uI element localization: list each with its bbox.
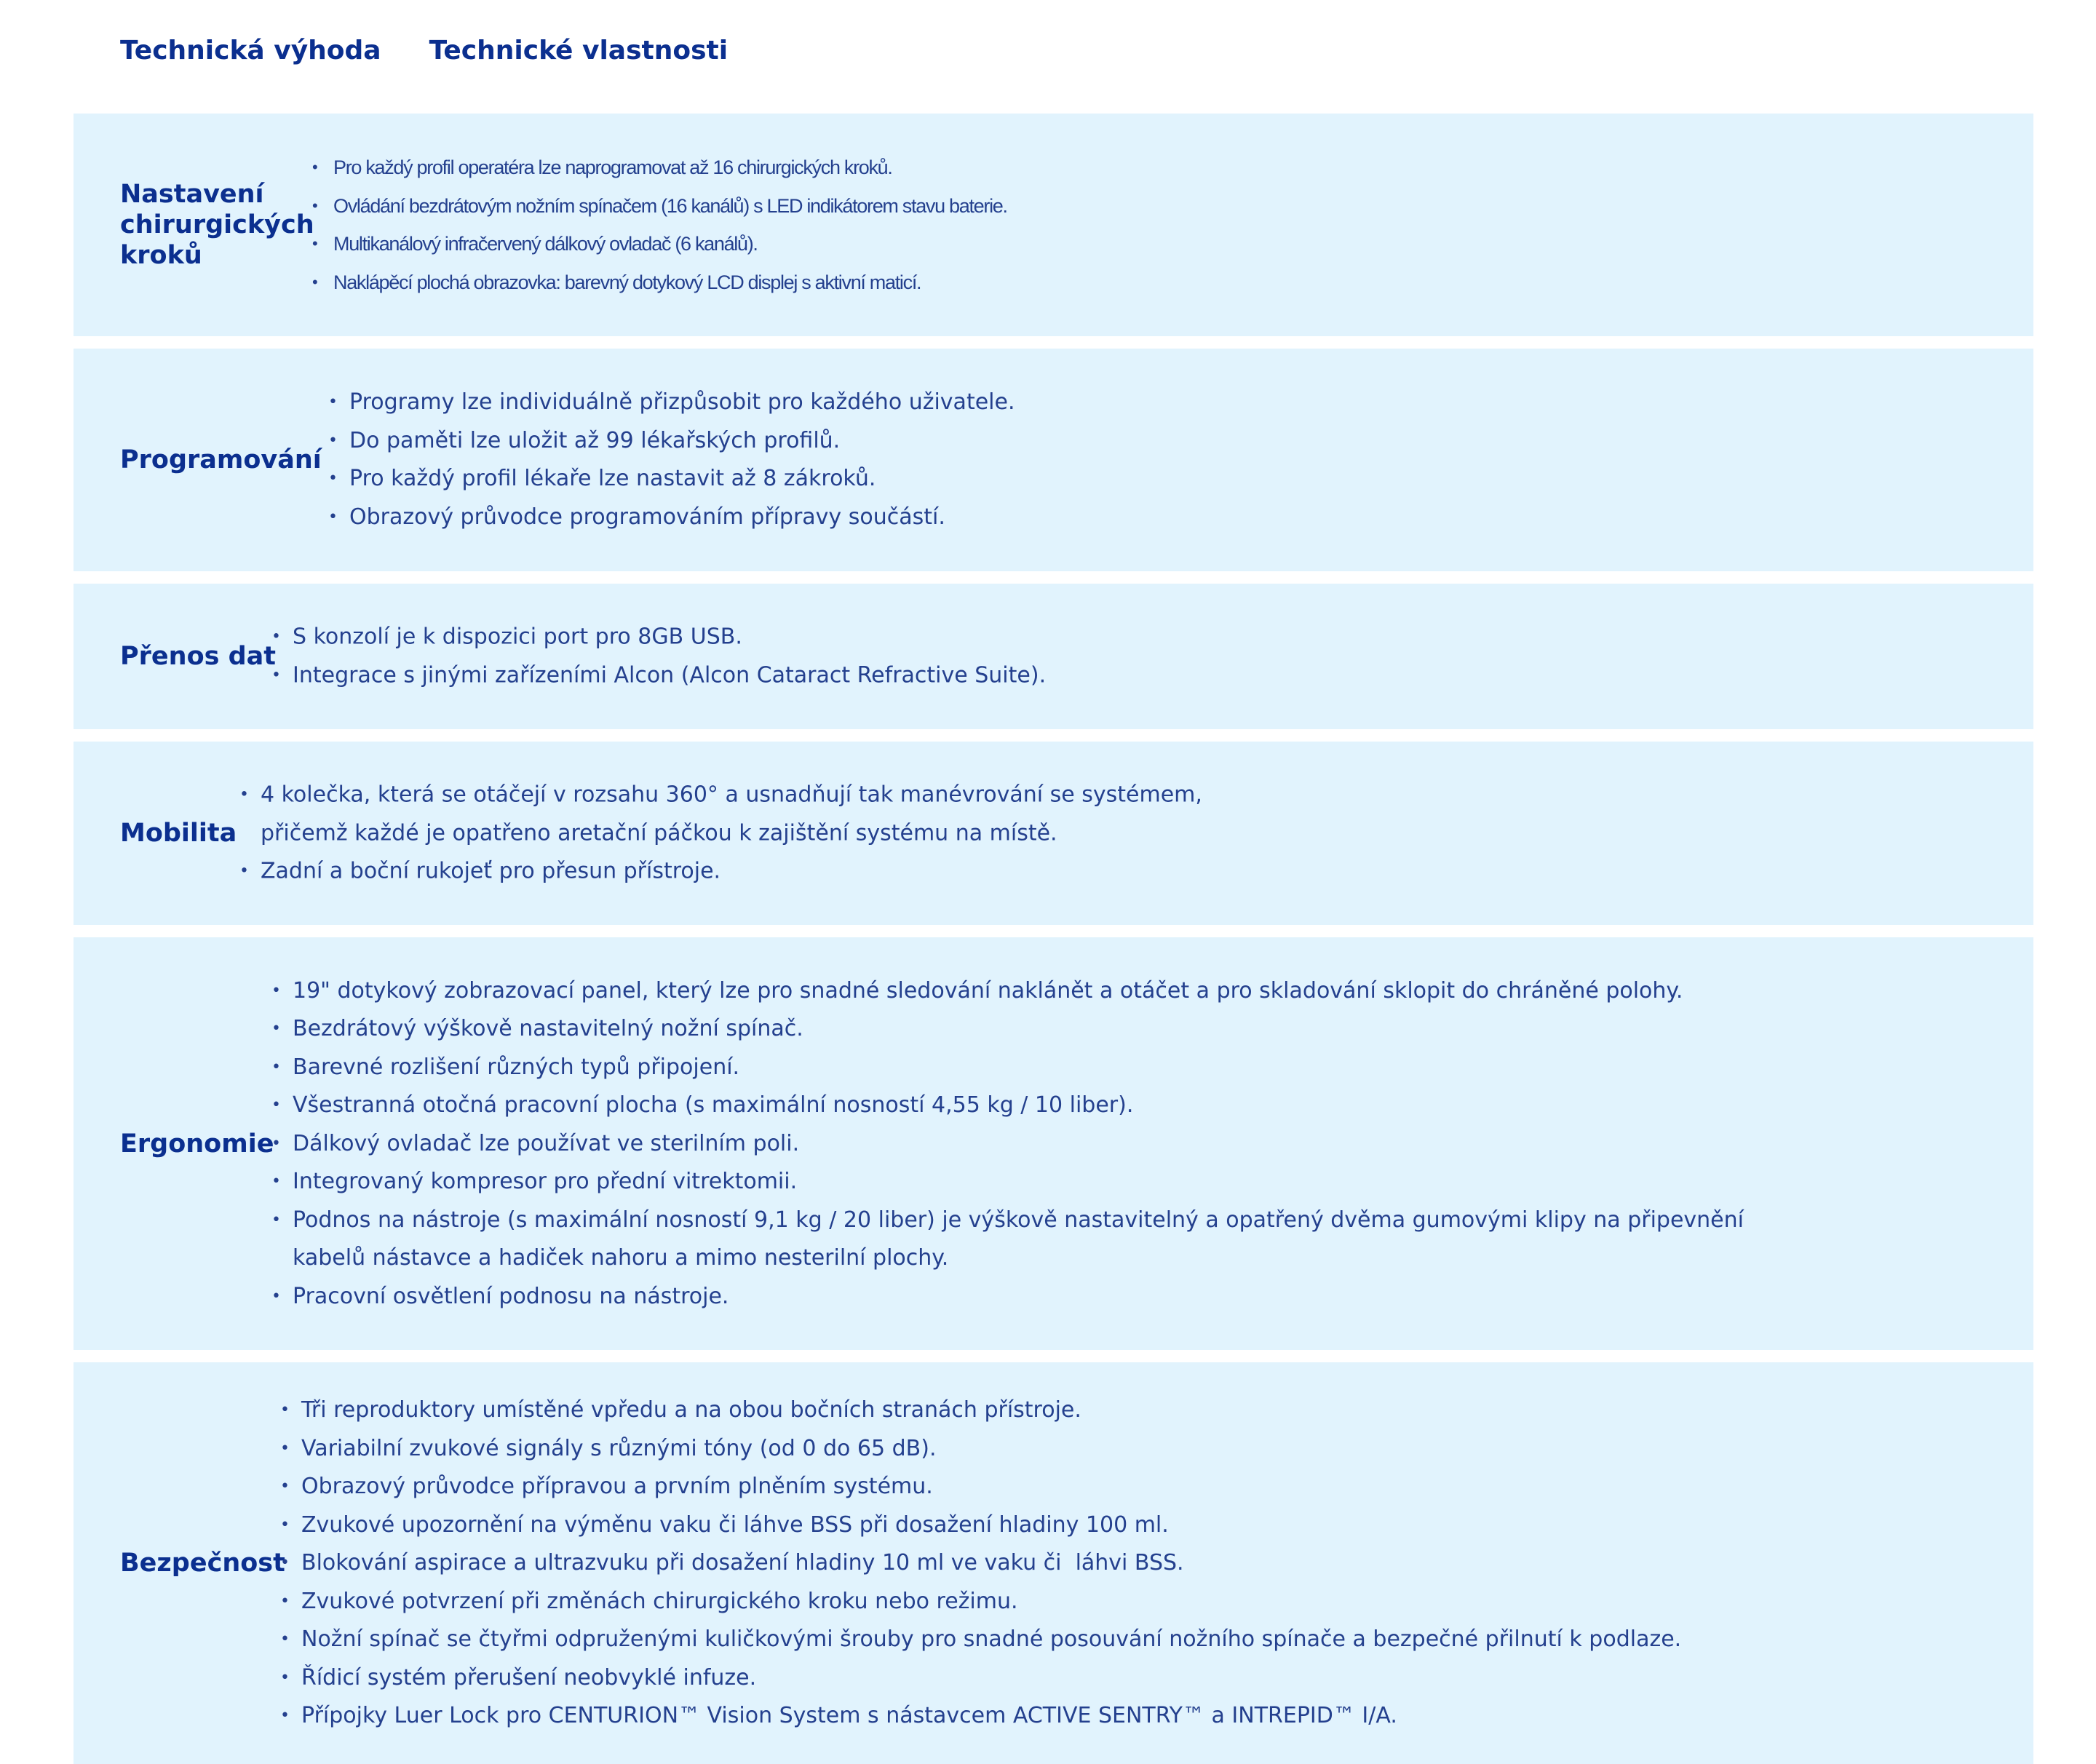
list-item: • Integrace s jinými zařízeními Alcon (Alcon Cataract Refractive Suite). (271, 656, 1046, 695)
feature-list (239, 776, 1202, 891)
tab-bar (120, 29, 728, 73)
section-ergonomics (74, 937, 2033, 1350)
list-item: • Integrovaný kompresor pro přední vitrektomii. (271, 1163, 1744, 1201)
feature-list (328, 384, 1015, 536)
feature-list (312, 148, 1007, 301)
list-item: • Dálkový ovladač lze používat ve sterilním poli. (271, 1124, 1744, 1163)
list-item: • Ovládání bezdrátovým nožním spínačem (16 kanálů) s LED indikátorem stavu baterie. (312, 187, 1007, 226)
list-item: • Multikanálový infračervený dálkový ovladač (6 kanálů). (312, 225, 1007, 263)
list-item: • Všestranná otočná pracovní plocha (s maximální nosností 4,55 kg / 10 liber). (271, 1086, 1744, 1125)
list-item: • S konzolí je k dispozici port pro 8GB USB. (271, 619, 1046, 657)
section-programming (74, 349, 2033, 571)
feature-list (271, 972, 1744, 1316)
tab-technical-advantage[interactable]: Technická výhoda (120, 36, 381, 65)
feature-list (280, 1391, 1681, 1736)
section-title: Programování (120, 445, 322, 474)
section-title: Mobilita (120, 819, 237, 848)
section-surgical-steps (74, 114, 2033, 336)
list-item: • Přípojky Luer Lock pro CENTURION™ Vision System s nástavcem ACTIVE SENTRY™ a INTREPID™ I/A. (280, 1697, 1681, 1736)
section-title: Bezpečnost (120, 1549, 285, 1578)
list-item: • Zadní a boční rukojeť pro přesun přístroje. (239, 852, 1202, 891)
list-item: • Řídicí systém přerušení neobvyklé infuze. (280, 1658, 1681, 1697)
list-item: • Pro každý profil lékaře lze nastavit až 8 zákroků. (328, 460, 1015, 498)
section-data-transfer (74, 584, 2033, 729)
section-title: Přenos dat (120, 642, 277, 671)
list-item: • Bezdrátový výškově nastavitelný nožní spínač. (271, 1010, 1744, 1049)
section-title: Ergonomie (120, 1129, 274, 1159)
list-item: • Pracovní osvětlení podnosu na nástroje. (271, 1277, 1744, 1316)
list-item: • Zvukové upozornění na výměnu vaku či láhve BSS při dosažení hladiny 100 ml. (280, 1506, 1681, 1544)
section-title: Nastavení chirurgických kroků (120, 180, 314, 270)
list-item: • Programy lze individuálně přizpůsobit pro každého uživatele. (328, 384, 1015, 422)
list-item: • 4 kolečka, která se otáčejí v rozsahu 360° a usnadňují tak manévrování se systémem, přičemž každé je opatřeno aretační páčkou k zajištění systému na místě. (239, 776, 1202, 852)
feature-list (271, 619, 1046, 695)
list-item: • Obrazový průvodce přípravou a prvním plněním systému. (280, 1468, 1681, 1506)
list-item: • Tři reproduktory umístěné vpředu a na obou bočních stranách přístroje. (280, 1391, 1681, 1430)
list-item: • Naklápěcí plochá obrazovka: barevný dotykový LCD displej s aktivní maticí. (312, 263, 1007, 302)
list-item: • Variabilní zvukové signály s různými tóny (od 0 do 65 dB). (280, 1429, 1681, 1468)
list-item: • Nožní spínač se čtyřmi odpruženými kuličkovými šrouby pro snadné posouvání nožního spínače a bezpečné přilnutí k podlaze. (280, 1621, 1681, 1659)
list-item: • 19" dotykový zobrazovací panel, který lze pro snadné sledování naklánět a otáčet a pro skladování sklopit do chráněné polohy. (271, 972, 1744, 1010)
list-item: • Podnos na nástroje (s maximální nosností 9,1 kg / 20 liber) je výškově nastavitelný a opatřený dvěma gumovými klipy na připevnění kabelů nástavce a hadiček nahoru a mimo nesterilní plochy. (271, 1201, 1744, 1277)
tab-technical-features[interactable]: Technické vlastnosti (429, 36, 729, 65)
list-item: • Pro každý profil operatéra lze naprogramovat až 16 chirurgických kroků. (312, 148, 1007, 187)
list-item: • Barevné rozlišení různých typů připojení. (271, 1048, 1744, 1086)
list-item: • Blokování aspirace a ultrazvuku při dosažení hladiny 10 ml ve vaku či láhvi BSS. (280, 1544, 1681, 1583)
section-mobility (74, 742, 2033, 925)
list-item: • Obrazový průvodce programováním přípravy součástí. (328, 498, 1015, 537)
list-item: • Zvukové potvrzení při změnách chirurgického kroku nebo režimu. (280, 1582, 1681, 1621)
list-item: • Do paměti lze uložit až 99 lékařských profilů. (328, 422, 1015, 461)
section-safety (74, 1362, 2033, 1764)
